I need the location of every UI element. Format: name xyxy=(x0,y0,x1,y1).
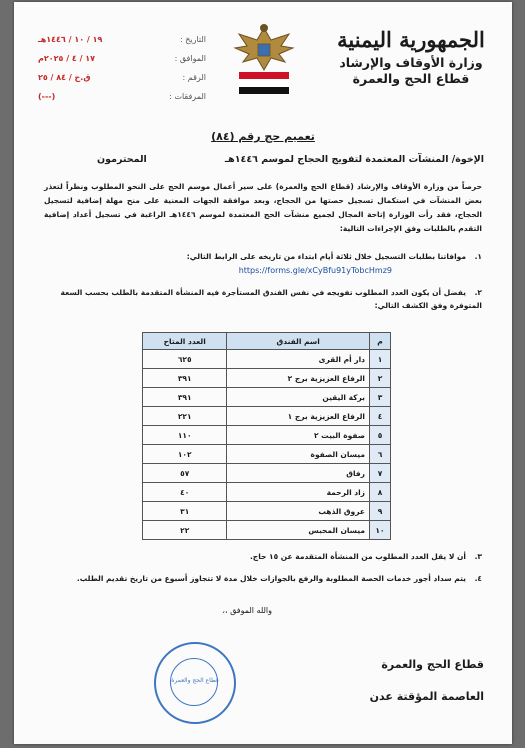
signature-block xyxy=(370,649,484,713)
available-count: ٣١ xyxy=(143,502,227,521)
number-value: ق.ح / ٨٤ / ٢٥ xyxy=(38,73,91,82)
republic-title: الجمهورية اليمنية xyxy=(337,27,485,52)
respect-word: المحترمون xyxy=(97,154,147,165)
table-row xyxy=(143,369,391,388)
addressee-line xyxy=(42,154,484,165)
hotel-name: زاد الرحمة xyxy=(227,483,370,502)
closing-phrase: والله الموفق ،، xyxy=(222,606,272,615)
registration-link[interactable]: https://forms.gle/xCyBfu91yTobcHmz9 xyxy=(238,266,392,275)
table-row xyxy=(143,407,391,426)
item-text: موافاتنا بطلبات التسجيل خلال ثلاثة أيام ابتداء من تاريخه على الرابط التالي: xyxy=(186,252,466,261)
available-count: ١٠٢ xyxy=(143,445,227,464)
item-number: ٣. xyxy=(474,552,482,561)
row-number: ٧ xyxy=(370,464,391,483)
column-header-hotel: اسم الفندق xyxy=(227,333,370,350)
hotel-name: الرفاع العزيزية برج ١ xyxy=(227,407,370,426)
item-text: أن لا يقل العدد المطلوب من المنشأة المتقدمة عن ١٥ حاج. xyxy=(249,552,466,561)
hotel-name: الرفاع العزيزية برج ٢ xyxy=(227,369,370,388)
available-count: ٢٢ xyxy=(143,521,227,540)
hotel-name: دار أم القرى xyxy=(227,350,370,369)
row-number: ٦ xyxy=(370,445,391,464)
available-count: ١١٠ xyxy=(143,426,227,445)
available-count: ٢٢١ xyxy=(143,407,227,426)
intro-paragraph: حرصاً من وزارة الأوقاف والإرشاد (قطاع الحج والعمرة) على سير أعمال موسم الحج على النحو المطلوب ونظراً لتعذر بعض المنشآت في استكمال تسجيل حصتها من الحجاج، وبعد موافقة الجهات المعنية على منح مهلة إضافية لتسجيل الحجاج، فقد رأت الوزارة إتاحة المجال لجميع منشآت الحج المعتمدة لموسم ١٤٤٦هـ الراغبة في تسجيل أعداد إضافية التقدم بالطلبات وفق الإجراءات التالية: xyxy=(44,182,483,233)
eagle-emblem-icon xyxy=(233,20,295,76)
hotel-name: بركة اليقين xyxy=(227,388,370,407)
signature-line-sector: قطاع الحج والعمرة xyxy=(381,658,484,671)
hotel-table xyxy=(142,332,391,540)
reference-block xyxy=(38,30,206,106)
row-number: ٢ xyxy=(370,369,391,388)
row-number: ٩ xyxy=(370,502,391,521)
table-row xyxy=(143,426,391,445)
row-number: ١٠ xyxy=(370,521,391,540)
list-item xyxy=(44,286,482,312)
available-count: ٥٧ xyxy=(143,464,227,483)
signature-line-city: العاصمة المؤقتة عدن xyxy=(369,690,484,703)
list-item xyxy=(44,550,482,563)
yemen-flag-icon xyxy=(239,72,289,94)
item-number: ٤. xyxy=(474,574,482,583)
table-row xyxy=(143,350,391,369)
number-label: الرقم : xyxy=(182,73,206,82)
item-text: يتم سداد أجور خدمات الحصة المطلوبة والرفع بالجوازات خلال مدة لا تتجاوز أسبوع من تاريخ تقديم الطلب. xyxy=(76,574,466,583)
table-row xyxy=(143,445,391,464)
hotel-name: عروق الذهب xyxy=(227,502,370,521)
table-header-row xyxy=(143,333,391,350)
available-count: ٦٢٥ xyxy=(143,350,227,369)
row-number: ٨ xyxy=(370,483,391,502)
table-row xyxy=(143,502,391,521)
equiv-date-label: الموافق : xyxy=(174,54,206,63)
ministry-name: وزارة الأوقاف والإرشاد xyxy=(339,55,483,70)
date-value: ١٩ / ١٠ / ١٤٤٦هـ xyxy=(38,35,103,44)
list-item xyxy=(44,250,482,263)
item-number: ١. xyxy=(474,252,482,261)
available-count: ٣٩١ xyxy=(143,369,227,388)
official-stamp-icon xyxy=(154,642,236,724)
letter-page xyxy=(14,2,512,744)
attachments-value: (---) xyxy=(38,92,56,101)
circular-title: تعميم حج رقم (٨٤) xyxy=(211,130,315,143)
letterhead xyxy=(332,28,490,87)
hotel-name: ميسان الصفوة xyxy=(227,445,370,464)
available-count: ٣٩١ xyxy=(143,388,227,407)
table-row xyxy=(143,464,391,483)
hotel-name: رفاق xyxy=(227,464,370,483)
row-number: ٣ xyxy=(370,388,391,407)
equiv-date-value: ١٧ / ٤ / ٢٠٢٥م xyxy=(38,54,96,63)
hotel-name: ميسان المحبس xyxy=(227,521,370,540)
table-row xyxy=(143,483,391,502)
item-number: ٢. xyxy=(474,288,482,297)
row-number: ٤ xyxy=(370,407,391,426)
date-label: التاريخ : xyxy=(179,35,206,44)
item-text: يفضل أن يكون العدد المطلوب تفويجه في نفس الفندق المستأجرة فيه المنشأة المتقدمة بالطلب بحسب السعة المتوفرة وفق الكشف التالي: xyxy=(60,288,482,310)
table-row xyxy=(143,388,391,407)
row-number: ١ xyxy=(370,350,391,369)
stamp-text: قطاع الحج والعمرة xyxy=(171,677,219,684)
attachments-label: المرفقات : xyxy=(169,92,206,101)
column-header-number: م xyxy=(370,333,391,350)
hotel-name: صفوة البيت ٢ xyxy=(227,426,370,445)
sector-name: قطاع الحج والعمرة xyxy=(352,71,470,86)
list-item xyxy=(44,572,482,585)
addressee: الإخوة/ المنشآت المعتمدة لتفويج الحجاج لموسم ١٤٤٦هـ xyxy=(224,154,484,165)
row-number: ٥ xyxy=(370,426,391,445)
column-header-capacity: العدد المتاح xyxy=(143,333,227,350)
table-row xyxy=(143,521,391,540)
available-count: ٤٠ xyxy=(143,483,227,502)
